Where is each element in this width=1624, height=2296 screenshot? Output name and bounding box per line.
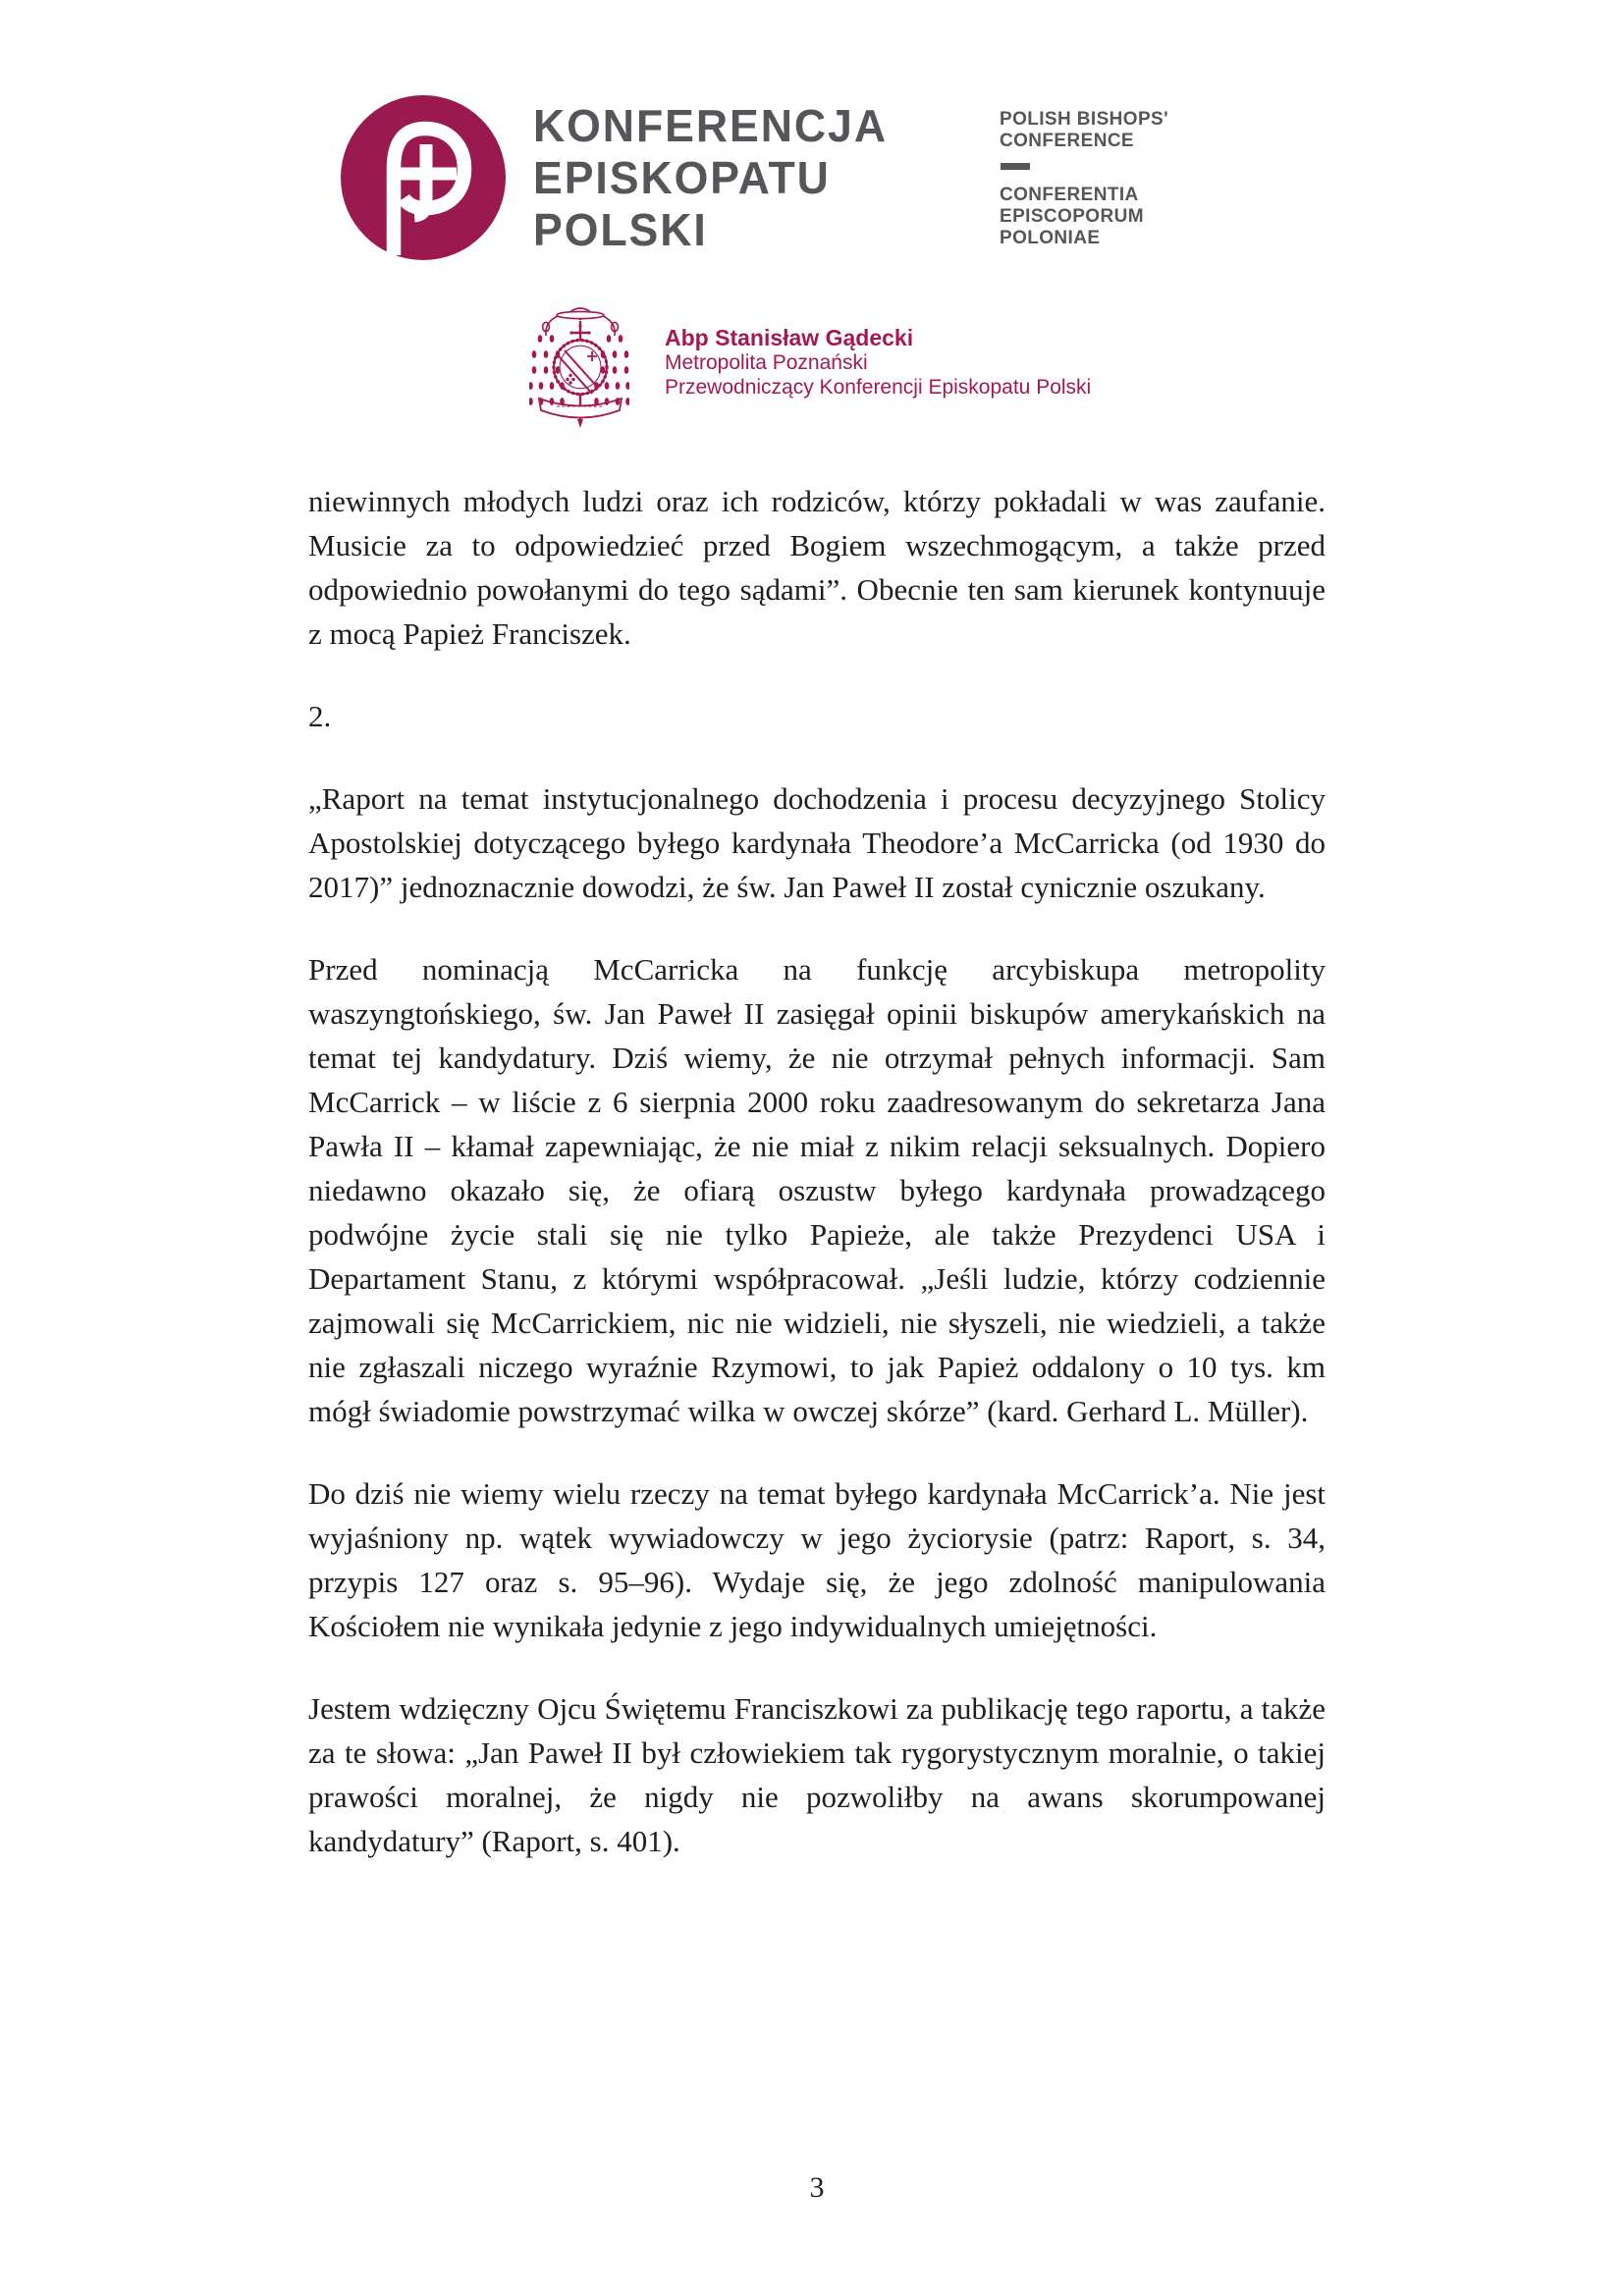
page-number: 3: [809, 2171, 825, 2204]
logo-wordmark: [533, 100, 898, 256]
international-name-block: [1000, 109, 1168, 249]
archbishop-name: Abp Stanisław Gądecki: [665, 325, 914, 350]
archbishop-title-1: Metropolita Poznański: [665, 351, 868, 374]
latin-name-line: POLONIAE: [1000, 228, 1101, 248]
letter-body: [308, 479, 1326, 1901]
letterhead-block: [665, 325, 1091, 400]
body-paragraph: Jestem wdzięczny Ojcu Świętemu Franciszkowi za publikację tego raportu, a także za te słowa: „Jan Paweł II był człowiekiem tak rygorystycznym moralnie, o takiej prawości moralnej, że nigdy nie pozwoliłby na awans skorumpowanej kandydatury” (Raport, s. 401).: [308, 1691, 1326, 1858]
divider-dash: [1001, 163, 1030, 170]
body-paragraph: 2.: [308, 699, 332, 733]
kep-logo-icon: [341, 95, 506, 260]
latin-name-line: EPISCOPORUM: [1000, 206, 1144, 227]
logo-wordmark-line: EPISKOPATU: [533, 152, 831, 203]
latin-name-line: CONFERENTIA: [1000, 185, 1139, 205]
english-name-line: POLISH BISHOPS': [1000, 109, 1169, 130]
body-paragraph: niewinnych młodych ludzi oraz ich rodziców, którzy pokładali w was zaufanie. Musicie za to odpowiedzieć przed Bogiem wszechmogącym, a także przed odpowiednio powołanymi do tego sądami”. Obecnie ten sam kierunek kontynuuje z mocą Papież Franciszek.: [308, 484, 1326, 651]
body-paragraph: „Raport na temat instytucjonalnego dochodzenia i procesu decyzyjnego Stolicy Apostolskiej dotyczącego byłego kardynała Theodore’a McCarricka (od 1930 do 2017)” jednoznacznie dowodzi, że św. Jan Paweł II został cynicznie oszukany.: [308, 781, 1326, 904]
archbishop-title-2: Przewodniczący Konferencji Episkopatu Polski: [665, 376, 1092, 400]
english-name-line: CONFERENCE: [1000, 131, 1135, 151]
body-paragraph: Do dziś nie wiemy wielu rzeczy na temat byłego kardynała McCarrick’a. Nie jest wyjaśniony np. wątek wywiadowczy w jego życiorysie (patrz: Raport, s. 34, przypis 127 oraz s. 95–96). Wydaje się, że jego zdolność manipulowania Kościołem nie wynikała jedynie z jego indywidualnych umiejętności.: [308, 1476, 1326, 1643]
coat-of-arms-icon: [529, 303, 629, 429]
body-paragraph: Przed nominacją McCarricka na funkcję arcybiskupa metropolity waszyngtońskiego, św. Jan Paweł II zasięgał opinii biskupów amerykańskich na temat tej kandydatury. Dziś wiemy, że nie otrzymał pełnych informacji. Sam McCarrick – w liście z 6 sierpnia 2000 roku zaadresowanym do sekretarza Jana Pawła II – kłamał zapewniając, że nie miał z nikim relacji seksualnych. Dopiero niedawno okazało się, że ofiarą oszustw byłego kardynała prowadzącego podwójne życie stali się nie tylko Papieże, ale także Prezydenci USA i Departament Stanu, z którymi współpracował. „Jeśli ludzie, którzy codziennie zajmowali się McCarrickiem, nic nie widzieli, nie słyszeli, nie wiedzieli, a także nie zgłaszali niczego wyraźnie Rzymowi, to jak Papież oddalony o 10 tys. km mógł świadomie powstrzymać wilka w owczej skórze” (kard. Gerhard L. Müller).: [308, 952, 1326, 1428]
logo-wordmark-line: KONFERENCJA: [533, 100, 888, 151]
logo-wordmark-line: POLSKI: [533, 204, 708, 255]
